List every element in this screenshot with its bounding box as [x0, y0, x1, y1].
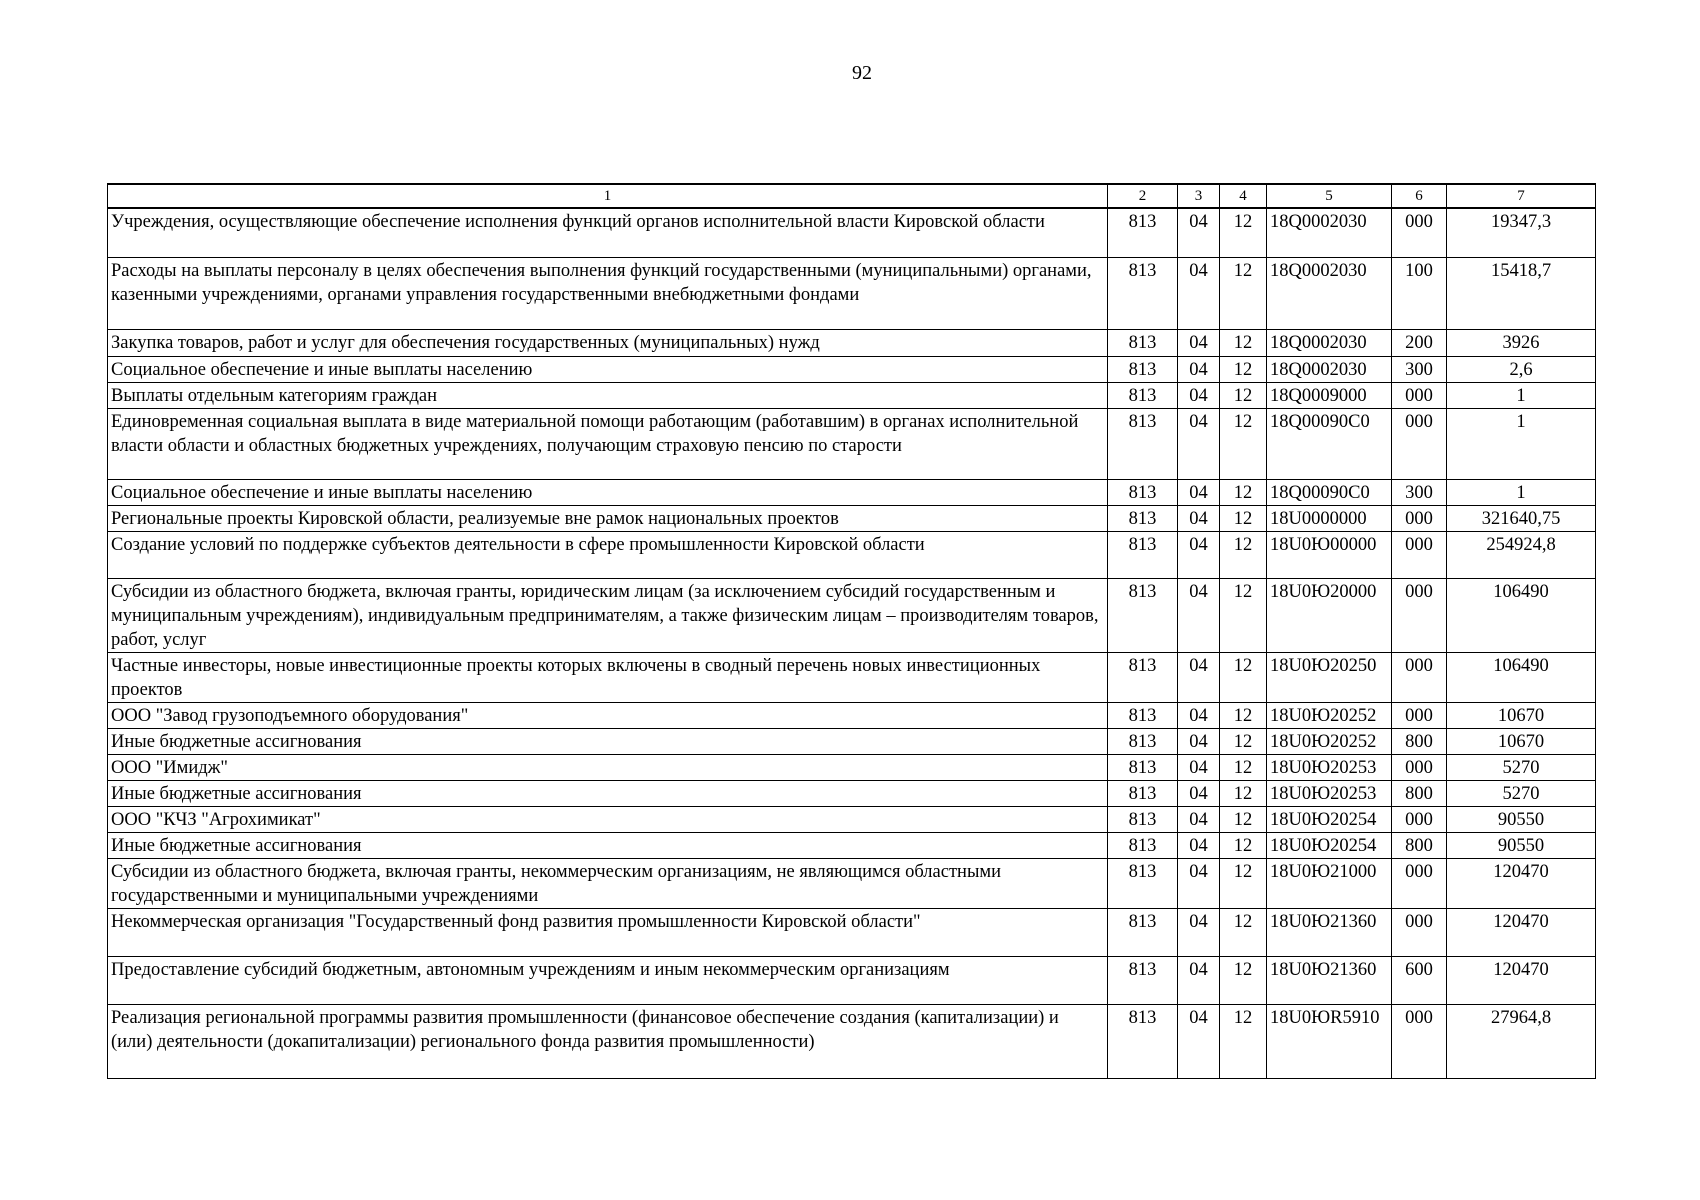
row-code-2: 813 — [1108, 329, 1178, 356]
row-code-2: 813 — [1108, 908, 1178, 956]
row-code-2: 813 — [1108, 806, 1178, 832]
table-row — [108, 1004, 1596, 1078]
row-code-6: 800 — [1392, 780, 1447, 806]
row-code-6: 000 — [1392, 652, 1447, 702]
row-name: Предоставление субсидий бюджетным, автономным учреждениям и иным некоммерческим организациям — [108, 956, 1108, 1004]
row-amount: 10670 — [1447, 702, 1596, 728]
row-amount: 1 — [1447, 408, 1596, 479]
row-name: Субсидии из областного бюджета, включая гранты, юридическим лицам (за исключением субсидий государственным и муниципальным учреждениям), индивидуальным предпринимателям, а также физическим лицам – производителям товаров, работ, услуг — [108, 578, 1108, 652]
row-code-4: 12 — [1220, 356, 1267, 382]
row-code-3: 04 — [1178, 780, 1220, 806]
row-name: Субсидии из областного бюджета, включая гранты, некоммерческим организациям, не являющимся областными государственными и муниципальными учреждениями — [108, 858, 1108, 908]
row-amount: 321640,75 — [1447, 505, 1596, 531]
table-row — [108, 956, 1596, 1004]
row-code-4: 12 — [1220, 382, 1267, 408]
row-name: Единовременная социальная выплата в виде материальной помощи работающим (работавшим) в органах исполнительной власти области и областных бюджетных учреждениях, получающим страховую пенсию по старости — [108, 408, 1108, 479]
row-amount: 1 — [1447, 382, 1596, 408]
row-code-4: 12 — [1220, 908, 1267, 956]
row-amount: 2,6 — [1447, 356, 1596, 382]
row-code-3: 04 — [1178, 578, 1220, 652]
row-code-3: 04 — [1178, 858, 1220, 908]
row-amount: 120470 — [1447, 908, 1596, 956]
row-code-6: 800 — [1392, 728, 1447, 754]
row-code-6: 000 — [1392, 754, 1447, 780]
row-code-6: 000 — [1392, 858, 1447, 908]
row-amount: 90550 — [1447, 806, 1596, 832]
row-code-3: 04 — [1178, 908, 1220, 956]
row-name: ООО "Имидж" — [108, 754, 1108, 780]
row-code-2: 813 — [1108, 578, 1178, 652]
table-row — [108, 505, 1596, 531]
row-code-2: 813 — [1108, 1004, 1178, 1078]
column-header-4: 4 — [1220, 184, 1267, 208]
row-code-6: 000 — [1392, 408, 1447, 479]
table-row — [108, 408, 1596, 479]
row-amount: 90550 — [1447, 832, 1596, 858]
row-code-5: 18U0Ю20000 — [1267, 578, 1392, 652]
row-code-2: 813 — [1108, 956, 1178, 1004]
row-code-3: 04 — [1178, 382, 1220, 408]
row-amount: 254924,8 — [1447, 531, 1596, 578]
row-name: Социальное обеспечение и иные выплаты населению — [108, 479, 1108, 505]
row-amount: 106490 — [1447, 578, 1596, 652]
row-code-3: 04 — [1178, 754, 1220, 780]
row-name: Учреждения, осуществляющие обеспечение исполнения функций органов исполнительной власти Кировской области — [108, 208, 1108, 257]
row-name: Иные бюджетные ассигнования — [108, 832, 1108, 858]
row-code-5: 18U0Ю21360 — [1267, 956, 1392, 1004]
row-code-3: 04 — [1178, 1004, 1220, 1078]
page-number: 92 — [852, 62, 872, 84]
row-name: Выплаты отдельным категориям граждан — [108, 382, 1108, 408]
row-code-3: 04 — [1178, 257, 1220, 329]
row-code-2: 813 — [1108, 728, 1178, 754]
row-name: Социальное обеспечение и иные выплаты населению — [108, 356, 1108, 382]
row-code-2: 813 — [1108, 479, 1178, 505]
row-code-5: 18U0Ю20250 — [1267, 652, 1392, 702]
table-header-row — [108, 184, 1596, 208]
row-code-4: 12 — [1220, 505, 1267, 531]
row-code-4: 12 — [1220, 780, 1267, 806]
row-code-6: 000 — [1392, 1004, 1447, 1078]
column-header-2: 2 — [1108, 184, 1178, 208]
row-code-3: 04 — [1178, 652, 1220, 702]
row-code-5: 18U0Ю20253 — [1267, 754, 1392, 780]
row-code-2: 813 — [1108, 832, 1178, 858]
row-code-2: 813 — [1108, 505, 1178, 531]
row-name: ООО "КЧЗ "Агрохимикат" — [108, 806, 1108, 832]
row-name: Расходы на выплаты персоналу в целях обеспечения выполнения функций государственными (муниципальными) органами, казенными учреждениями, органами управления государственными внебюджетными фондами — [108, 257, 1108, 329]
row-code-2: 813 — [1108, 382, 1178, 408]
row-code-2: 813 — [1108, 780, 1178, 806]
row-code-3: 04 — [1178, 832, 1220, 858]
row-name: Региональные проекты Кировской области, реализуемые вне рамок национальных проектов — [108, 505, 1108, 531]
row-code-3: 04 — [1178, 806, 1220, 832]
row-code-5: 18Q0002030 — [1267, 208, 1392, 257]
row-code-4: 12 — [1220, 956, 1267, 1004]
row-code-5: 18U0ЮR5910 — [1267, 1004, 1392, 1078]
row-amount: 10670 — [1447, 728, 1596, 754]
column-header-3: 3 — [1178, 184, 1220, 208]
row-code-5: 18U0Ю20254 — [1267, 806, 1392, 832]
table-row — [108, 858, 1596, 908]
table-row — [108, 479, 1596, 505]
row-code-4: 12 — [1220, 702, 1267, 728]
row-code-2: 813 — [1108, 257, 1178, 329]
table-row — [108, 806, 1596, 832]
row-name: Иные бюджетные ассигнования — [108, 780, 1108, 806]
column-header-7: 7 — [1447, 184, 1596, 208]
row-name: Частные инвесторы, новые инвестиционные проекты которых включены в сводный перечень новых инвестиционных проектов — [108, 652, 1108, 702]
row-code-4: 12 — [1220, 652, 1267, 702]
row-code-4: 12 — [1220, 329, 1267, 356]
row-code-6: 100 — [1392, 257, 1447, 329]
row-code-4: 12 — [1220, 479, 1267, 505]
table-row — [108, 908, 1596, 956]
table-row — [108, 702, 1596, 728]
table-row — [108, 728, 1596, 754]
row-code-6: 000 — [1392, 531, 1447, 578]
row-code-3: 04 — [1178, 728, 1220, 754]
row-code-6: 000 — [1392, 578, 1447, 652]
row-code-4: 12 — [1220, 728, 1267, 754]
table-row — [108, 531, 1596, 578]
row-name: Закупка товаров, работ и услуг для обеспечения государственных (муниципальных) нужд — [108, 329, 1108, 356]
table-row — [108, 208, 1596, 257]
row-code-4: 12 — [1220, 806, 1267, 832]
table-row — [108, 257, 1596, 329]
row-code-4: 12 — [1220, 257, 1267, 329]
row-code-5: 18U0Ю20254 — [1267, 832, 1392, 858]
row-code-5: 18U0Ю20253 — [1267, 780, 1392, 806]
row-amount: 15418,7 — [1447, 257, 1596, 329]
row-code-3: 04 — [1178, 479, 1220, 505]
row-code-3: 04 — [1178, 208, 1220, 257]
row-code-5: 18U0000000 — [1267, 505, 1392, 531]
row-code-3: 04 — [1178, 408, 1220, 479]
row-name: Некоммерческая организация "Государственный фонд развития промышленности Кировской области" — [108, 908, 1108, 956]
row-code-6: 800 — [1392, 832, 1447, 858]
row-code-4: 12 — [1220, 1004, 1267, 1078]
row-code-6: 000 — [1392, 382, 1447, 408]
row-code-6: 000 — [1392, 908, 1447, 956]
row-code-6: 000 — [1392, 702, 1447, 728]
row-code-5: 18U0Ю21000 — [1267, 858, 1392, 908]
column-header-5: 5 — [1267, 184, 1392, 208]
row-code-2: 813 — [1108, 408, 1178, 479]
row-code-3: 04 — [1178, 702, 1220, 728]
row-name: ООО "Завод грузоподъемного оборудования" — [108, 702, 1108, 728]
row-code-2: 813 — [1108, 531, 1178, 578]
row-code-3: 04 — [1178, 956, 1220, 1004]
budget-table — [107, 183, 1596, 1079]
row-amount: 120470 — [1447, 956, 1596, 1004]
row-code-6: 000 — [1392, 505, 1447, 531]
table-row — [108, 329, 1596, 356]
row-code-2: 813 — [1108, 208, 1178, 257]
row-code-5: 18U0Ю20252 — [1267, 702, 1392, 728]
row-code-4: 12 — [1220, 408, 1267, 479]
row-code-2: 813 — [1108, 652, 1178, 702]
row-code-4: 12 — [1220, 858, 1267, 908]
row-code-4: 12 — [1220, 578, 1267, 652]
row-amount: 1 — [1447, 479, 1596, 505]
row-code-5: 18Q0009000 — [1267, 382, 1392, 408]
column-header-1: 1 — [108, 184, 1108, 208]
table-row — [108, 832, 1596, 858]
row-amount: 106490 — [1447, 652, 1596, 702]
table-row — [108, 652, 1596, 702]
row-code-6: 600 — [1392, 956, 1447, 1004]
column-header-6: 6 — [1392, 184, 1447, 208]
row-code-4: 12 — [1220, 531, 1267, 578]
row-code-6: 000 — [1392, 806, 1447, 832]
row-code-2: 813 — [1108, 356, 1178, 382]
row-code-5: 18Q0002030 — [1267, 329, 1392, 356]
table-row — [108, 578, 1596, 652]
table-body — [108, 208, 1596, 1078]
row-code-3: 04 — [1178, 531, 1220, 578]
row-code-3: 04 — [1178, 356, 1220, 382]
row-code-3: 04 — [1178, 505, 1220, 531]
row-code-5: 18Q00090C0 — [1267, 408, 1392, 479]
row-code-6: 300 — [1392, 356, 1447, 382]
row-amount: 120470 — [1447, 858, 1596, 908]
row-amount: 19347,3 — [1447, 208, 1596, 257]
row-amount: 5270 — [1447, 754, 1596, 780]
row-code-5: 18Q0002030 — [1267, 257, 1392, 329]
row-code-6: 300 — [1392, 479, 1447, 505]
row-name: Создание условий по поддержке субъектов деятельности в сфере промышленности Кировской области — [108, 531, 1108, 578]
row-amount: 3926 — [1447, 329, 1596, 356]
row-code-6: 000 — [1392, 208, 1447, 257]
row-code-2: 813 — [1108, 754, 1178, 780]
row-code-5: 18U0Ю20252 — [1267, 728, 1392, 754]
row-code-4: 12 — [1220, 208, 1267, 257]
table-row — [108, 356, 1596, 382]
row-code-4: 12 — [1220, 754, 1267, 780]
row-code-5: 18U0Ю00000 — [1267, 531, 1392, 578]
row-amount: 5270 — [1447, 780, 1596, 806]
row-code-5: 18Q00090C0 — [1267, 479, 1392, 505]
row-code-4: 12 — [1220, 832, 1267, 858]
row-code-5: 18Q0002030 — [1267, 356, 1392, 382]
row-amount: 27964,8 — [1447, 1004, 1596, 1078]
row-name: Реализация региональной программы развития промышленности (финансовое обеспечение создания (капитализации) и (или) деятельности (докапитализации) регионального фонда развития промышленности) — [108, 1004, 1108, 1078]
table-row — [108, 780, 1596, 806]
row-code-2: 813 — [1108, 858, 1178, 908]
table-row — [108, 382, 1596, 408]
table-row — [108, 754, 1596, 780]
row-name: Иные бюджетные ассигнования — [108, 728, 1108, 754]
row-code-3: 04 — [1178, 329, 1220, 356]
row-code-6: 200 — [1392, 329, 1447, 356]
row-code-5: 18U0Ю21360 — [1267, 908, 1392, 956]
row-code-2: 813 — [1108, 702, 1178, 728]
